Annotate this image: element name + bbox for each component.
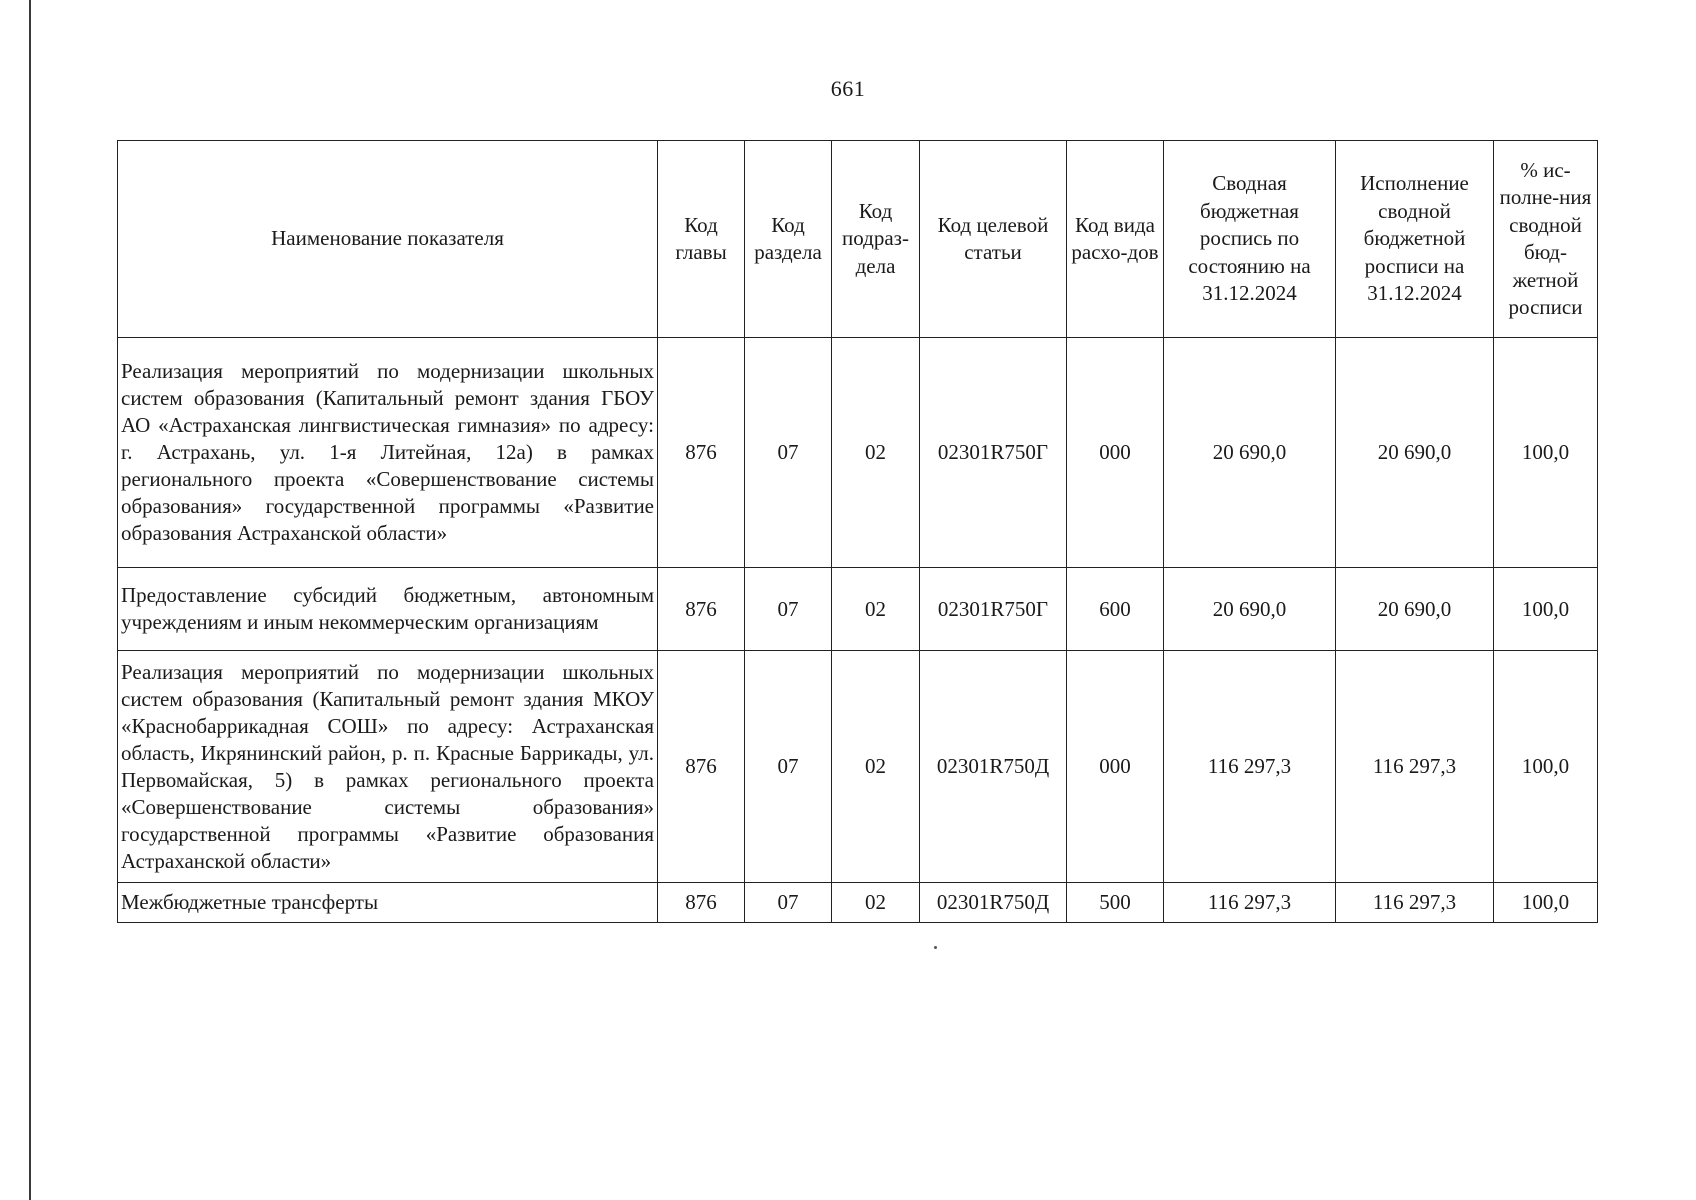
header-section-code: Код раздела — [745, 141, 832, 338]
row-indicator-name: Реализация мероприятий по модернизации школьных систем образования (Капитальный ремонт здания ГБОУ АО «Астраханская лингвистическая гимназия» по адресу: г. Астрахань, ул. 1-я Литейная, 12а) в рамках регионального проекта «Совершенствование системы образования» государственной программы «Развитие образования Астраханской области» — [118, 338, 658, 568]
row-budget-execution: 20 690,0 — [1336, 338, 1494, 568]
row-chapter-code: 876 — [658, 883, 745, 923]
row-target-article-code: 02301R750Д — [920, 883, 1067, 923]
row-subsection-code: 02 — [832, 651, 920, 883]
row-target-article-code: 02301R750Д — [920, 651, 1067, 883]
row-consolidated-budget: 20 690,0 — [1164, 338, 1336, 568]
row-execution-percent: 100,0 — [1494, 651, 1598, 883]
header-expense-type-code: Код вида расхо-дов — [1067, 141, 1164, 338]
table-row — [118, 883, 1598, 923]
row-consolidated-budget: 20 690,0 — [1164, 568, 1336, 651]
table-header-row — [118, 141, 1598, 338]
row-execution-percent: 100,0 — [1494, 338, 1598, 568]
row-execution-percent: 100,0 — [1494, 568, 1598, 651]
table-row — [118, 338, 1598, 568]
row-consolidated-budget: 116 297,3 — [1164, 651, 1336, 883]
table-row — [118, 568, 1598, 651]
row-indicator-name: Предоставление субсидий бюджетным, автономным учреждениям и иным некоммерческим организациям — [118, 568, 658, 651]
row-chapter-code: 876 — [658, 651, 745, 883]
row-target-article-code: 02301R750Г — [920, 338, 1067, 568]
scan-border-line — [29, 0, 31, 1200]
row-section-code: 07 — [745, 651, 832, 883]
row-target-article-code: 02301R750Г — [920, 568, 1067, 651]
row-subsection-code: 02 — [832, 338, 920, 568]
header-execution-percent: % ис-полне-ния сводной бюд-жетной росписи — [1494, 141, 1598, 338]
row-budget-execution: 116 297,3 — [1336, 651, 1494, 883]
row-section-code: 07 — [745, 568, 832, 651]
header-budget-execution: Исполнение сводной бюджетной росписи на 31.12.2024 — [1336, 141, 1494, 338]
header-target-article-code: Код целевой статьи — [920, 141, 1067, 338]
header-subsection-code: Код подраз-дела — [832, 141, 920, 338]
row-consolidated-budget: 116 297,3 — [1164, 883, 1336, 923]
scan-speck — [934, 946, 937, 949]
row-expense-type-code: 000 — [1067, 338, 1164, 568]
row-indicator-name: Реализация мероприятий по модернизации школьных систем образования (Капитальный ремонт здания МКОУ «Краснобаррикадная СОШ» по адресу: Астраханская область, Икрянинский район, р. п. Красные Баррикады, ул. Первомайская, 5) в рамках регионального проекта «Совершенствование системы образования» государственной программы «Развитие образования Астраханской области» — [118, 651, 658, 883]
row-budget-execution: 20 690,0 — [1336, 568, 1494, 651]
row-subsection-code: 02 — [832, 568, 920, 651]
row-section-code: 07 — [745, 338, 832, 568]
budget-execution-table — [117, 140, 1598, 923]
row-expense-type-code: 600 — [1067, 568, 1164, 651]
header-chapter-code: Код главы — [658, 141, 745, 338]
row-chapter-code: 876 — [658, 338, 745, 568]
row-section-code: 07 — [745, 883, 832, 923]
row-subsection-code: 02 — [832, 883, 920, 923]
row-expense-type-code: 500 — [1067, 883, 1164, 923]
row-expense-type-code: 000 — [1067, 651, 1164, 883]
row-chapter-code: 876 — [658, 568, 745, 651]
row-budget-execution: 116 297,3 — [1336, 883, 1494, 923]
row-indicator-name: Межбюджетные трансферты — [118, 883, 658, 923]
row-execution-percent: 100,0 — [1494, 883, 1598, 923]
table-row — [118, 651, 1598, 883]
page-number: 661 — [830, 76, 866, 101]
header-indicator-name: Наименование показателя — [118, 141, 658, 338]
header-consolidated-budget: Сводная бюджетная роспись по состоянию на 31.12.2024 — [1164, 141, 1336, 338]
